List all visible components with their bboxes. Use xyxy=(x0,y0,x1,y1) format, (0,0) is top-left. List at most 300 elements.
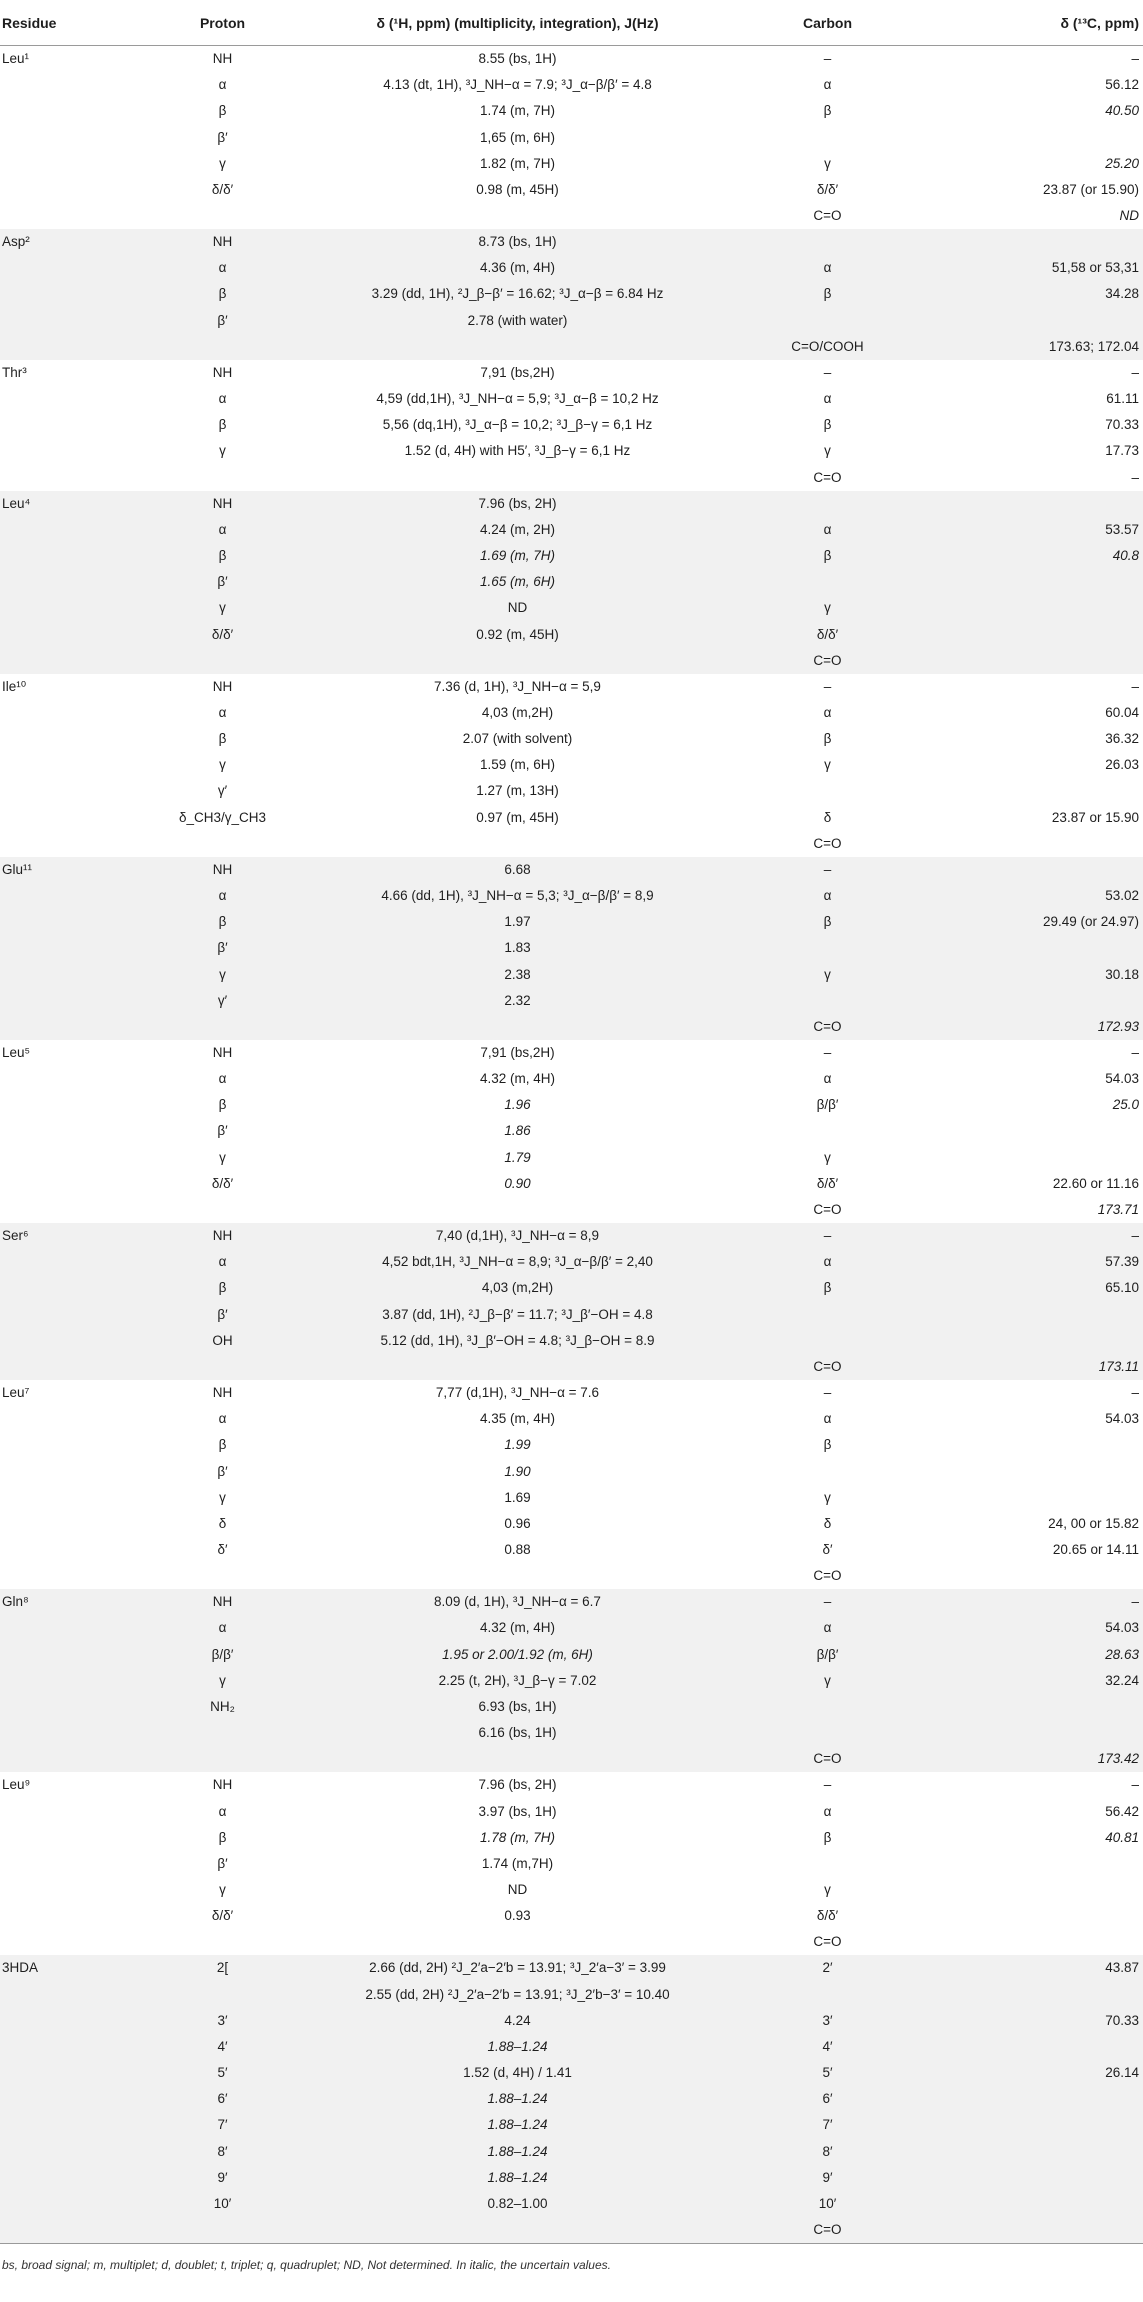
cell-h-shift: 2.32 xyxy=(315,988,720,1014)
cell-c-shift xyxy=(935,308,1143,334)
table-row xyxy=(0,1118,1143,1144)
cell-proton: γ xyxy=(219,443,226,459)
table-row xyxy=(0,857,1143,883)
cell-proton: 10′ xyxy=(130,2191,315,2217)
cell-h-shift: 8.09 (d, 1H), ³J_NH−α = 6.7 xyxy=(315,1589,720,1615)
table-row xyxy=(0,1537,1143,1563)
cell-proton: γ xyxy=(219,1489,226,1505)
cell-residue xyxy=(0,543,130,569)
cell-c-shift xyxy=(935,988,1143,1014)
cell-c-shift: 70.33 xyxy=(1105,417,1139,433)
cell-carbon: δ′ xyxy=(822,1541,833,1557)
table-row xyxy=(0,2086,1143,2112)
cell-proton: α xyxy=(218,704,227,720)
cell-c-shift xyxy=(935,778,1143,804)
table-row xyxy=(0,203,1143,229)
cell-h-shift: 7,91 (bs,2H) xyxy=(480,1045,555,1061)
cell-carbon: 9′ xyxy=(720,2165,935,2191)
cell-carbon: β/β′ xyxy=(816,1097,839,1113)
table-row xyxy=(0,2165,1143,2191)
cell-c-shift: 43.87 xyxy=(935,1955,1143,1981)
header-c-shift: δ (¹³C, ppm) xyxy=(935,1,1143,46)
cell-proton: β xyxy=(218,103,227,119)
cell-proton: γ xyxy=(130,1668,315,1694)
cell-c-shift xyxy=(935,1118,1143,1144)
cell-carbon: α xyxy=(823,391,832,407)
cell-c-shift xyxy=(935,935,1143,961)
cell-h-shift xyxy=(315,334,720,360)
cell-c-shift: 40.81 xyxy=(1105,1829,1139,1845)
cell-carbon: α xyxy=(720,883,935,909)
cell-proton: δ/δ′ xyxy=(211,1908,234,1924)
cell-carbon: γ xyxy=(824,443,831,459)
cell-residue xyxy=(0,1275,130,1301)
table-row xyxy=(0,1249,1143,1275)
cell-carbon: 4′ xyxy=(720,2034,935,2060)
cell-h-shift xyxy=(315,1746,720,1772)
cell-proton: NH xyxy=(212,1385,233,1401)
cell-h-shift: ND xyxy=(507,1882,528,1898)
cell-proton: γ xyxy=(219,1149,226,1165)
cell-proton xyxy=(130,1982,315,2008)
table-row xyxy=(0,1694,1143,1720)
cell-carbon: – xyxy=(720,1223,935,1249)
header-h-shift: δ (¹H, ppm) (multiplicity, integration), J(Hz) xyxy=(315,1,720,46)
cell-h-shift: 1.74 (m,7H) xyxy=(481,1855,554,1871)
cell-h-shift: 1.65 (m, 6H) xyxy=(315,569,720,595)
cell-carbon: C=O xyxy=(720,1354,935,1380)
cell-c-shift: – xyxy=(1131,1385,1139,1401)
cell-h-shift xyxy=(315,831,720,857)
cell-carbon: – xyxy=(823,1777,832,1793)
cell-residue xyxy=(0,177,130,203)
table-row xyxy=(0,1877,1143,1903)
cell-c-shift: 20.65 or 14.11 xyxy=(1052,1541,1139,1557)
cell-c-shift xyxy=(935,1328,1143,1354)
cell-residue: Leu⁴ xyxy=(0,491,130,517)
cell-residue xyxy=(0,1354,130,1380)
cell-proton: NH xyxy=(212,678,233,694)
cell-proton: NH₂ xyxy=(130,1694,315,1720)
cell-proton xyxy=(130,203,315,229)
cell-proton: NH xyxy=(130,857,315,883)
cell-h-shift: 2.66 (dd, 2H) ²J_2′a−2′b = 13.91; ³J_2′a−3′ = 3.99 xyxy=(315,1955,720,1981)
cell-h-shift: 7.96 (bs, 2H) xyxy=(478,1777,557,1793)
cell-c-shift: 56.12 xyxy=(1105,77,1139,93)
cell-proton: 3′ xyxy=(130,2008,315,2034)
cell-h-shift: 1.88–1.24 xyxy=(315,2165,720,2191)
cell-h-shift: 2.38 xyxy=(315,961,720,987)
cell-proton: NH xyxy=(130,1589,315,1615)
cell-h-shift: 1.88–1.24 xyxy=(315,2034,720,2060)
cell-c-shift: 65.10 xyxy=(935,1275,1143,1301)
cell-carbon: 8′ xyxy=(720,2139,935,2165)
cell-h-shift: 0.92 (m, 45H) xyxy=(315,621,720,647)
cell-c-shift xyxy=(935,1877,1143,1903)
cell-proton: 2[ xyxy=(130,1955,315,1981)
cell-residue xyxy=(0,308,130,334)
cell-carbon: – xyxy=(720,1589,935,1615)
cell-c-shift xyxy=(935,857,1143,883)
cell-residue xyxy=(0,203,130,229)
cell-carbon: C=O xyxy=(813,1201,842,1217)
cell-c-shift xyxy=(935,1982,1143,2008)
cell-c-shift xyxy=(935,2034,1143,2060)
cell-residue xyxy=(0,1118,130,1144)
cell-c-shift: 17.73 xyxy=(1105,443,1139,459)
cell-h-shift: 1.86 xyxy=(504,1123,531,1139)
cell-residue xyxy=(0,1720,130,1746)
cell-carbon: α xyxy=(823,1071,832,1087)
cell-h-shift: 4,52 bdt,1H, ³J_NH−α = 8,9; ³J_α−β/β′ = 2,40 xyxy=(315,1249,720,1275)
cell-h-shift: 4.24 xyxy=(315,2008,720,2034)
header-carbon: Carbon xyxy=(720,1,935,46)
cell-carbon: C=O xyxy=(813,1934,842,1950)
cell-c-shift: 173.42 xyxy=(935,1746,1143,1772)
table-row xyxy=(0,1432,1143,1458)
cell-proton xyxy=(130,1197,315,1223)
cell-residue xyxy=(0,726,130,752)
cell-proton: α xyxy=(130,1615,315,1641)
cell-h-shift: 8.55 (bs, 1H) xyxy=(478,51,557,67)
cell-carbon: C=O xyxy=(813,208,842,224)
table-row xyxy=(0,2034,1143,2060)
cell-carbon: α xyxy=(823,1411,832,1427)
cell-proton xyxy=(130,1354,315,1380)
cell-h-shift: 0.97 (m, 45H) xyxy=(476,809,559,825)
cell-h-shift: 4.13 (dt, 1H), ³J_NH−α = 7.9; ³J_α−β/β′ = 4.8 xyxy=(383,77,652,93)
table-row xyxy=(0,491,1143,517)
table-row xyxy=(0,883,1143,909)
cell-proton xyxy=(130,1929,315,1955)
cell-h-shift: 7,77 (d,1H), ³J_NH−α = 7.6 xyxy=(435,1385,600,1401)
cell-residue xyxy=(0,438,130,464)
cell-proton: β/β′ xyxy=(130,1642,315,1668)
cell-c-shift: 29.49 (or 24.97) xyxy=(935,909,1143,935)
cell-residue xyxy=(0,1615,130,1641)
cell-c-shift xyxy=(935,1720,1143,1746)
cell-residue xyxy=(0,517,130,543)
cell-residue xyxy=(0,1014,130,1040)
cell-carbon: 10′ xyxy=(720,2191,935,2217)
table-row xyxy=(0,1668,1143,1694)
cell-carbon: – xyxy=(823,1045,832,1061)
cell-c-shift: 70.33 xyxy=(935,2008,1143,2034)
table-row xyxy=(0,386,1143,412)
cell-h-shift: 4.66 (dd, 1H), ³J_NH−α = 5,3; ³J_α−β/β′ = 8,9 xyxy=(315,883,720,909)
cell-h-shift: 4,03 (m,2H) xyxy=(315,1275,720,1301)
cell-h-shift: 3.87 (dd, 1H), ²J_β−β′ = 11.7; ³J_β′−OH = 4.8 xyxy=(315,1302,720,1328)
table-row xyxy=(0,1563,1143,1589)
cell-proton: α xyxy=(130,255,315,281)
cell-c-shift xyxy=(935,1929,1143,1955)
cell-residue: Ile¹⁰ xyxy=(2,678,27,694)
cell-c-shift xyxy=(935,595,1143,621)
table-row xyxy=(0,1354,1143,1380)
cell-residue: Glu¹¹ xyxy=(0,857,130,883)
cell-proton: γ xyxy=(219,155,226,171)
cell-residue xyxy=(0,1537,130,1563)
table-row xyxy=(0,1929,1143,1955)
table-row xyxy=(0,1406,1143,1432)
cell-carbon xyxy=(720,1302,935,1328)
cell-h-shift: 1.95 or 2.00/1.92 (m, 6H) xyxy=(315,1642,720,1668)
cell-residue xyxy=(0,1563,130,1589)
table-header xyxy=(0,1,1143,46)
cell-h-shift xyxy=(315,1014,720,1040)
cell-proton xyxy=(130,1563,315,1589)
cell-proton: NH xyxy=(212,1045,233,1061)
cell-h-shift xyxy=(315,1354,720,1380)
cell-residue xyxy=(0,98,130,124)
cell-h-shift: 1.96 xyxy=(504,1097,531,1113)
cell-residue xyxy=(0,2086,130,2112)
cell-residue xyxy=(0,1145,130,1171)
cell-proton: β′ xyxy=(130,569,315,595)
cell-residue xyxy=(0,595,130,621)
cell-proton xyxy=(130,2217,315,2244)
cell-carbon: – xyxy=(720,857,935,883)
cell-h-shift: 2.25 (t, 2H), ³J_β−γ = 7.02 xyxy=(315,1668,720,1694)
cell-carbon: δ xyxy=(823,1515,832,1531)
cell-carbon: α xyxy=(720,517,935,543)
cell-proton: δ/δ′ xyxy=(211,1175,234,1191)
cell-h-shift xyxy=(315,1563,720,1589)
cell-h-shift xyxy=(315,203,720,229)
cell-carbon: δ/δ′ xyxy=(720,621,935,647)
cell-c-shift: 173.11 xyxy=(935,1354,1143,1380)
cell-residue xyxy=(0,2139,130,2165)
table-row xyxy=(0,2060,1143,2086)
cell-carbon: γ xyxy=(824,1149,831,1165)
cell-c-shift xyxy=(935,2139,1143,2165)
cell-residue: Asp² xyxy=(0,229,130,255)
cell-residue xyxy=(0,909,130,935)
cell-carbon xyxy=(720,1720,935,1746)
cell-h-shift: 1.88–1.24 xyxy=(315,2139,720,2165)
table-row xyxy=(0,72,1143,98)
cell-proton: γ xyxy=(130,961,315,987)
table-row xyxy=(0,1302,1143,1328)
table-row xyxy=(0,1197,1143,1223)
cell-residue xyxy=(0,1171,130,1197)
cell-c-shift xyxy=(935,569,1143,595)
cell-c-shift: 54.03 xyxy=(935,1615,1143,1641)
cell-carbon: 6′ xyxy=(720,2086,935,2112)
cell-c-shift xyxy=(935,2086,1143,2112)
cell-carbon: – xyxy=(823,51,832,67)
cell-carbon: – xyxy=(823,1385,832,1401)
table-row xyxy=(0,726,1143,752)
cell-carbon: γ xyxy=(720,595,935,621)
cell-c-shift: 26.03 xyxy=(1105,757,1139,773)
cell-proton: β xyxy=(218,1437,227,1453)
cell-h-shift: 2.55 (dd, 2H) ²J_2′a−2′b = 13.91; ³J_2′b−3′ = 10.40 xyxy=(315,1982,720,2008)
cell-h-shift: 1.59 (m, 6H) xyxy=(479,757,556,773)
table-row xyxy=(0,700,1143,726)
cell-residue xyxy=(0,1877,130,1903)
cell-h-shift: 7.96 (bs, 2H) xyxy=(315,491,720,517)
cell-proton: 9′ xyxy=(130,2165,315,2191)
cell-residue xyxy=(0,1798,130,1824)
cell-carbon: α xyxy=(823,77,832,93)
table-row xyxy=(0,438,1143,464)
cell-c-shift xyxy=(935,1458,1143,1484)
cell-c-shift xyxy=(935,1903,1143,1929)
cell-proton xyxy=(130,831,315,857)
table-row xyxy=(0,177,1143,203)
cell-c-shift xyxy=(935,1485,1143,1511)
table-row xyxy=(0,1066,1143,1092)
cell-h-shift xyxy=(315,1929,720,1955)
cell-residue xyxy=(0,334,130,360)
cell-residue xyxy=(0,1903,130,1929)
cell-proton: β xyxy=(130,1275,315,1301)
cell-carbon: δ/δ′ xyxy=(816,1175,839,1191)
table-footnote: bs, broad signal; m, multiplet; d, doublet; t, triplet; q, quadruplet; ND, Not determined. In italic, the uncertain values. xyxy=(2,2258,611,2273)
cell-proton: NH xyxy=(130,229,315,255)
cell-c-shift: 40.50 xyxy=(1105,103,1139,119)
cell-carbon: 2′ xyxy=(720,1955,935,1981)
cell-carbon xyxy=(720,1328,935,1354)
cell-carbon xyxy=(720,1118,935,1144)
cell-residue xyxy=(0,465,130,491)
cell-proton: α xyxy=(218,77,227,93)
cell-carbon: γ xyxy=(824,757,831,773)
cell-residue xyxy=(0,1668,130,1694)
cell-c-shift xyxy=(935,2191,1143,2217)
cell-residue xyxy=(0,2112,130,2138)
cell-c-shift xyxy=(935,124,1143,150)
cell-c-shift: 34.28 xyxy=(935,281,1143,307)
cell-h-shift: 1.52 (d, 4H) / 1.41 xyxy=(315,2060,720,2086)
cell-c-shift: – xyxy=(935,1589,1143,1615)
cell-c-shift: 172.93 xyxy=(935,1014,1143,1040)
cell-residue xyxy=(0,1197,130,1223)
cell-proton: NH xyxy=(130,491,315,517)
cell-proton: NH xyxy=(212,51,233,67)
cell-h-shift: ND xyxy=(315,595,720,621)
cell-residue xyxy=(0,988,130,1014)
cell-c-shift: 26.14 xyxy=(935,2060,1143,2086)
cell-c-shift xyxy=(935,2217,1143,2244)
cell-carbon: δ xyxy=(823,809,832,825)
cell-proton: δ/δ′ xyxy=(211,181,234,197)
cell-carbon: β xyxy=(720,1275,935,1301)
cell-c-shift xyxy=(935,1432,1143,1458)
cell-residue xyxy=(0,1406,130,1432)
cell-carbon: – xyxy=(823,678,832,694)
cell-h-shift: 0.82–1.00 xyxy=(315,2191,720,2217)
cell-residue xyxy=(0,752,130,778)
cell-h-shift: 1.52 (d, 4H) with H5′, ³J_β−γ = 6,1 Hz xyxy=(404,443,631,459)
cell-carbon xyxy=(720,778,935,804)
cell-carbon: β xyxy=(720,909,935,935)
table-row xyxy=(0,1145,1143,1171)
cell-proton: OH xyxy=(130,1328,315,1354)
cell-h-shift: 1.99 xyxy=(504,1437,531,1453)
cell-residue xyxy=(0,1746,130,1772)
cell-h-shift: 1.88–1.24 xyxy=(315,2086,720,2112)
cell-proton: 4′ xyxy=(130,2034,315,2060)
cell-residue xyxy=(0,124,130,150)
cell-proton: δ_CH3/γ_CH3 xyxy=(178,809,267,825)
table-row xyxy=(0,595,1143,621)
cell-h-shift xyxy=(315,1197,720,1223)
table-row xyxy=(0,517,1143,543)
cell-carbon: γ xyxy=(720,961,935,987)
cell-residue: Leu⁵ xyxy=(2,1045,31,1061)
table-row xyxy=(0,334,1143,360)
cell-residue xyxy=(0,1511,130,1537)
cell-c-shift: 30.18 xyxy=(935,961,1143,987)
cell-h-shift: 1.69 (m, 7H) xyxy=(315,543,720,569)
cell-proton: 8′ xyxy=(130,2139,315,2165)
cell-c-shift: – xyxy=(1131,469,1139,485)
cell-residue: Leu⁹ xyxy=(2,1777,31,1793)
cell-proton: α xyxy=(130,517,315,543)
cell-carbon: C=O xyxy=(813,835,842,851)
cell-proton: β′ xyxy=(217,1123,228,1139)
cell-h-shift: 1.79 xyxy=(504,1149,531,1165)
cell-c-shift: 22.60 or 11.16 xyxy=(1052,1175,1139,1191)
cell-proton: γ xyxy=(130,595,315,621)
table-row xyxy=(0,1642,1143,1668)
cell-h-shift: 4.24 (m, 2H) xyxy=(315,517,720,543)
cell-h-shift: 6.16 (bs, 1H) xyxy=(315,1720,720,1746)
cell-c-shift: 32.24 xyxy=(935,1668,1143,1694)
cell-residue xyxy=(0,1694,130,1720)
cell-h-shift: 8.73 (bs, 1H) xyxy=(315,229,720,255)
cell-residue xyxy=(0,621,130,647)
cell-h-shift: 6.68 xyxy=(315,857,720,883)
cell-residue xyxy=(0,1302,130,1328)
cell-c-shift: 60.04 xyxy=(1105,704,1139,720)
cell-c-shift: 54.03 xyxy=(1105,1411,1139,1427)
table-row xyxy=(0,988,1143,1014)
cell-h-shift: 4,03 (m,2H) xyxy=(481,704,554,720)
cell-carbon: C=O xyxy=(720,1014,935,1040)
header-residue: Residue xyxy=(0,1,130,46)
cell-residue xyxy=(0,1066,130,1092)
table-body xyxy=(0,46,1143,2244)
table-row xyxy=(0,2217,1143,2244)
cell-c-shift: 56.42 xyxy=(1105,1803,1139,1819)
cell-c-shift: 173.63; 172.04 xyxy=(935,334,1143,360)
cell-residue xyxy=(0,281,130,307)
cell-h-shift: 0.98 (m, 45H) xyxy=(476,181,559,197)
table-row xyxy=(0,1223,1143,1249)
table-row xyxy=(0,1772,1143,1798)
cell-proton: α xyxy=(130,883,315,909)
cell-c-shift xyxy=(935,1563,1143,1589)
cell-proton: δ/δ′ xyxy=(130,621,315,647)
cell-h-shift: 7,91 (bs,2H) xyxy=(480,364,555,380)
table-row xyxy=(0,752,1143,778)
cell-proton: 6′ xyxy=(130,2086,315,2112)
cell-c-shift: – xyxy=(1131,678,1139,694)
cell-proton: β′ xyxy=(130,935,315,961)
table-row xyxy=(0,151,1143,177)
cell-h-shift: 7.36 (d, 1H), ³J_NH−α = 5,9 xyxy=(434,678,601,694)
table-row xyxy=(0,1798,1143,1824)
cell-proton: β′ xyxy=(217,129,228,145)
table-row xyxy=(0,46,1143,73)
cell-residue xyxy=(0,1432,130,1458)
cell-carbon xyxy=(720,1982,935,2008)
cell-residue xyxy=(0,1642,130,1668)
table-row xyxy=(0,2139,1143,2165)
